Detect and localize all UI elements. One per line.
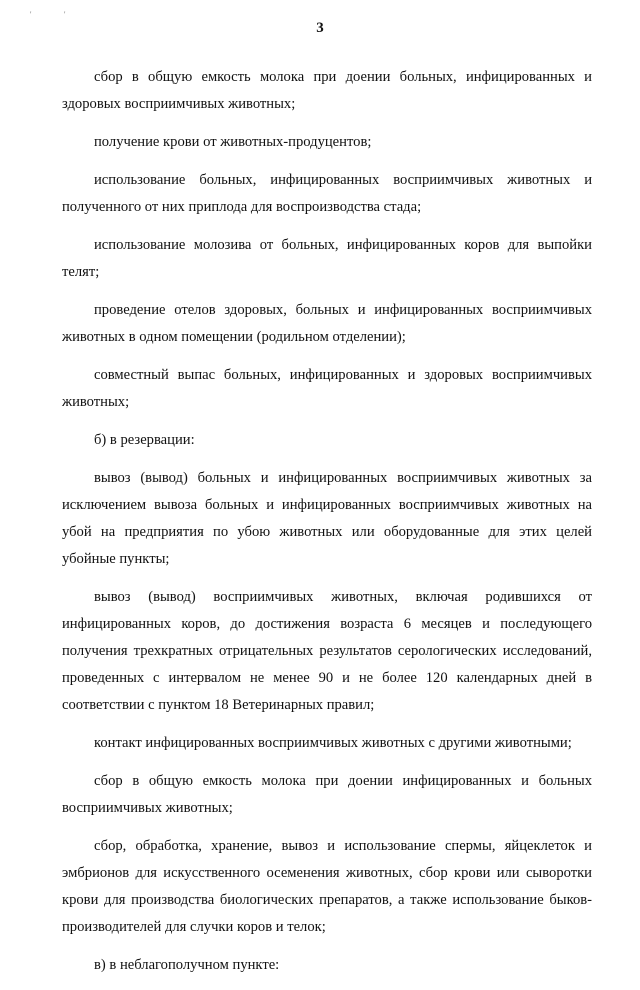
section-heading-reservation: б) в резервации: [94,432,195,448]
section-heading-unfavorable-point: в) в неблагополучном пункте: [94,957,280,973]
paragraph-joint-grazing: совместный выпас больных, инфицированных и здоровых восприимчивых животных; [62,367,592,410]
paragraph-milk-collection-healthy: сбор в общую емкость молока при доении больных, инфицированных и здоровых восприимчивых животных; [62,69,592,112]
scan-artifact-mark: ' [64,10,66,19]
paragraph-export-susceptible-animals: вывоз (вывод) восприимчивых животных, включая родившихся от инфицированных коров, до достижения возраста 6 месяцев и последующего получения трехкратных отрицательных результатов серологических исследований, проведенных с интервалом не менее 90 и не более 120 календарных дней в соответствии с пунктом 18 Ветеринарных правил; [62,589,592,713]
paragraph-colostrum-use: использование молозива от больных, инфицированных коров для выпойки телят; [62,237,592,280]
paragraph-milk-collection-infected: сбор в общую емкость молока при доении инфицированных и больных восприимчивых животных; [62,773,592,816]
paragraph-calving-same-room: проведение отелов здоровых, больных и инфицированных восприимчивых животных в одном помещении (родильном отделении); [62,302,592,345]
paragraph-export-sick-animals: вывоз (вывод) больных и инфицированных восприимчивых животных за исключением вывоза больных и инфицированных восприимчивых животных на убой на предприятия по убою животных или оборудованные для этих целей убойные пункты; [62,470,592,567]
scan-artifact-mark: ' [30,10,32,19]
paragraph-blood-from-producers: получение крови от животных-продуцентов; [94,134,372,150]
paragraph-sperm-embryo-handling: сбор, обработка, хранение, вывоз и использование спермы, яйцеклеток и эмбрионов для искусственного осеменения животных, сбор крови или сыворотки крови для производства биологических препаратов, а также использование быков-производителей для случки коров и телок; [62,838,592,935]
document-body [62,64,592,990]
paragraph-herd-reproduction: использование больных, инфицированных восприимчивых животных и полученного от них приплода для воспроизводства стада; [62,172,592,215]
page-number: 3 [316,20,324,36]
paragraph-contact-infected: контакт инфицированных восприимчивых животных с другими животными; [94,735,572,751]
